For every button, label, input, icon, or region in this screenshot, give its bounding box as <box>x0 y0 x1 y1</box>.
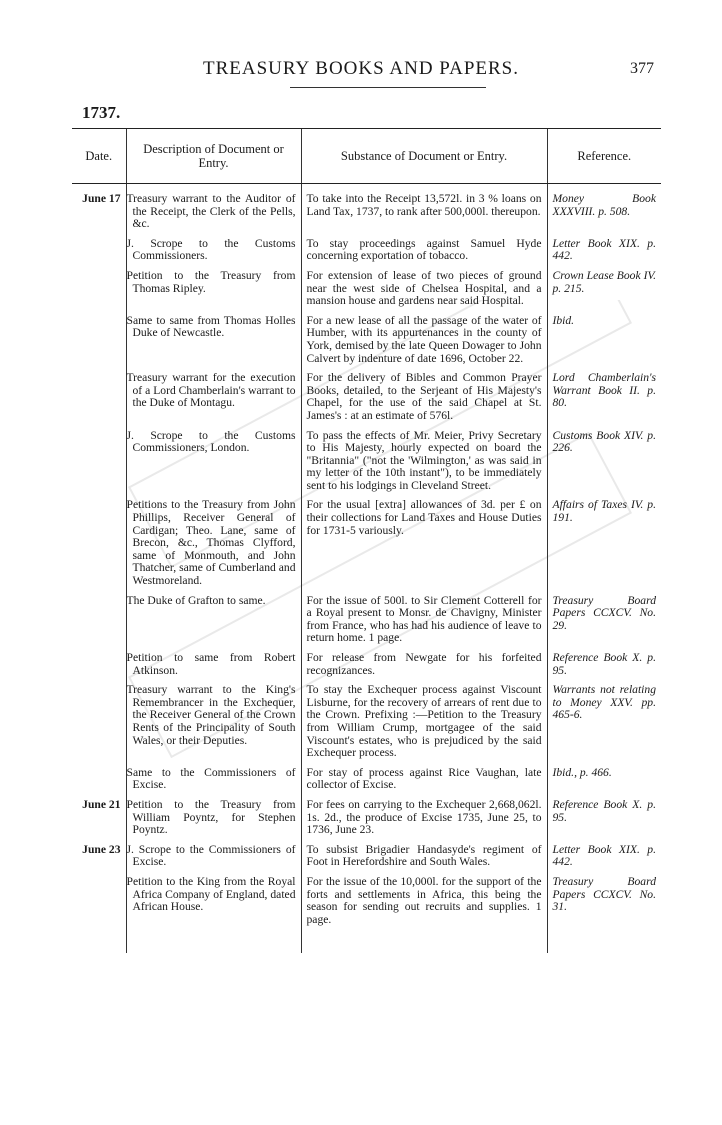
entry-date: June 17 <box>82 192 121 205</box>
entry-substance: To take into the Receipt 13,572l. in 3 % loans on Land Tax, 1737, to rank after 500,000l. thereupon. <box>301 192 547 237</box>
entry-date <box>72 269 126 314</box>
table-row <box>72 192 661 237</box>
column-header-substance: Substance of Document or Entry. <box>301 129 547 184</box>
table-row <box>72 683 661 766</box>
entry-description: Same to the Commissioners of Excise. <box>126 766 301 798</box>
table-header-row <box>72 129 661 184</box>
entry-description: Treasury warrant for the execution of a Lord Chamberlain's warrant to the Duke of Montagu. <box>126 371 301 428</box>
table-row <box>72 237 661 269</box>
entry-reference: Affairs of Taxes IV. p. 191. <box>547 498 661 593</box>
entry-reference: Treasury Board Papers CCXCV. No. 29. <box>547 594 661 651</box>
entry-description: Petitions to the Treasury from John Phillips, Receiver General of Cardigan; Theo. Lane, same of Brecon, &c., Thomas Clyfford, same of Monmouth, and John Thatcher, same of Cumberland and Westmoreland. <box>126 498 301 593</box>
calendar-table <box>72 128 661 998</box>
entry-date <box>72 651 126 683</box>
entry-date <box>72 594 126 651</box>
table-row <box>72 314 661 371</box>
entry-reference: Reference Book X. p. 95. <box>547 651 661 683</box>
entry-substance: For fees on carrying to the Exchequer 2,668,062l. 1s. 2d., the produce of Excise 1735, June 25, to 1736, June 23. <box>301 798 547 843</box>
entry-substance: For the usual [extra] allowances of 3d. per £ on their collections for Land Taxes and House Duties for 1731-5 variously. <box>301 498 547 593</box>
header-rule <box>290 87 486 88</box>
entry-substance: To pass the effects of Mr. Meier, Privy Secretary to His Majesty, hourly expected on board the "Britannia" ("not the 'Wilmington,' as was said in my letter of the 10th instant"), to be immediately sent to his lodgings in Cleveland Street. <box>301 429 547 499</box>
entry-description: The Duke of Grafton to same. <box>126 594 301 651</box>
table-row <box>72 594 661 651</box>
entry-date: June 23 <box>82 842 121 856</box>
page-title: TREASURY BOOKS AND PAPERS. <box>202 58 519 79</box>
entry-substance: For the issue of the 10,000l. for the support of the forts and settlements in Africa, this being the season for sending out recruits and supplies. 1 page. <box>301 875 547 932</box>
entry-reference: Letter Book XIX. p. 442. <box>547 237 661 269</box>
entry-description: Petition to same from Robert Atkinson. <box>126 651 301 683</box>
entry-description: Treasury warrant to the King's Remembrancer in the Exchequer, the Receiver General of the Crown Rents of the Principality of South Wales, or their Deputies. <box>126 683 301 766</box>
column-header-reference: Reference. <box>547 129 661 184</box>
entry-reference: Ibid. <box>547 314 661 371</box>
entry-reference: Lord Chamberlain's Warrant Book II. p. 80. <box>547 371 661 428</box>
entry-date <box>72 498 126 593</box>
entry-substance: For the issue of 500l. to Sir Clement Cotterell for a Royal present to Monsr. de Chavigny, Minister from France, who has had his audience of leave to return home. 1 page. <box>301 594 547 651</box>
entry-description: J. Scrope to the Customs Commissioners. <box>126 237 301 269</box>
entry-substance: To subsist Brigadier Handasyde's regiment of Foot in Herefordshire and South Wales. <box>301 843 547 875</box>
entry-substance: For extension of lease of two pieces of ground near the west side of Chelsea Hospital, and a mansion house and gardens near said Hospital. <box>301 269 547 314</box>
table-row <box>72 843 661 875</box>
column-header-date: Date. <box>72 129 126 184</box>
entry-description: Petition to the Treasury from Thomas Ripley. <box>126 269 301 314</box>
entry-date <box>72 371 126 428</box>
entry-substance: For the delivery of Bibles and Common Prayer Books, detailed, to the Serjeant of His Majesty's Chapel, for the use of the said Chapel at St. James's : at an estimate of 576l. <box>301 371 547 428</box>
entry-date <box>72 314 126 371</box>
page-number: 377 <box>630 60 654 77</box>
entry-date <box>72 875 126 932</box>
table-row <box>72 498 661 593</box>
entry-reference: Crown Lease Book IV. p. 215. <box>547 269 661 314</box>
entry-substance: For release from Newgate for his forfeited recognizances. <box>301 651 547 683</box>
entry-reference: Warrants not relating to Money XXV. pp. 465-6. <box>547 683 661 766</box>
entry-date <box>72 429 126 499</box>
entry-description: J. Scrope to the Customs Commissioners, London. <box>126 429 301 499</box>
entry-substance: To stay the Exchequer process against Viscount Lisburne, for the recovery of arrears of rent due to the Crown. Prefixing :—Petition to the Treasury from William Crump, mortgagee of the said Viscount's estates, who is prejudiced by the said Exchequer process. <box>301 683 547 766</box>
entry-reference: Money Book XXXVIII. p. 508. <box>547 192 661 237</box>
table-row <box>72 875 661 932</box>
entry-date <box>72 766 126 798</box>
table-end-row <box>72 932 661 953</box>
entry-reference: Customs Book XIV. p. 226. <box>547 429 661 499</box>
table-spacer <box>72 184 661 193</box>
entry-date <box>72 683 126 766</box>
year-heading: 1737. <box>82 103 121 122</box>
entry-reference: Reference Book X. p. 95. <box>547 798 661 843</box>
entry-substance: For stay of process against Rice Vaughan, late collector of Excise. <box>301 766 547 798</box>
entry-description: Treasury warrant to the Auditor of the Receipt, the Clerk of the Pells, &c. <box>126 192 301 237</box>
table-row <box>72 798 661 843</box>
entry-description: Petition to the Treasury from William Poyntz, for Stephen Poyntz. <box>126 798 301 843</box>
entry-reference: Ibid., p. 466. <box>547 766 661 798</box>
entry-reference: Letter Book XIX. p. 442. <box>547 843 661 875</box>
column-header-description: Description of Document or Entry. <box>126 129 301 184</box>
running-head <box>0 58 722 82</box>
entry-description: Petition to the King from the Royal Africa Company of England, dated African House. <box>126 875 301 932</box>
table-row <box>72 651 661 683</box>
entry-description: Same to same from Thomas Holles Duke of Newcastle. <box>126 314 301 371</box>
table-row <box>72 269 661 314</box>
entry-substance: For a new lease of all the passage of the water of Humber, with its appurtenances in the county of York, demised by the late Queen Dowager to John Calvert by indenture of date 1696, October 22. <box>301 314 547 371</box>
table-row <box>72 766 661 798</box>
entry-substance: To stay proceedings against Samuel Hyde concerning exportation of tobacco. <box>301 237 547 269</box>
table-row <box>72 429 661 499</box>
entry-date: June 21 <box>82 797 121 811</box>
entry-date <box>72 237 126 269</box>
entry-reference: Treasury Board Papers CCXCV. No. 31. <box>547 875 661 932</box>
table-row <box>72 371 661 428</box>
entry-description: J. Scrope to the Commissioners of Excise. <box>126 843 301 875</box>
